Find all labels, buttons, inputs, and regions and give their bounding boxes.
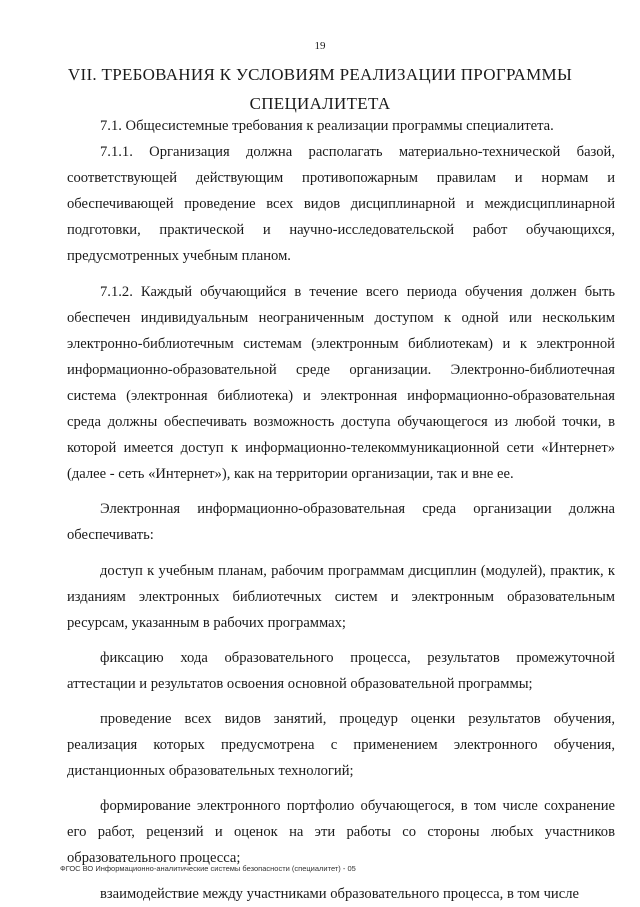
paragraph-access: доступ к учебным планам, рабочим программам дисциплин (модулей), практик, к изданиям электронных библиотечных систем и электронным образовательным ресурсам, указанным в рабочих программах; <box>67 562 615 631</box>
paragraph-7-1-1: 7.1.1. Организация должна располагать материально-технической базой, соответствующей действующим противопожарным правилам и нормам и обеспечивающей проведение всех видов дисциплинарной и междисциплинарной подготовки, практической и научно-исследовательской работ обучающихся, предусмотренных учебным планом. <box>67 144 615 265</box>
paragraph-interaction: взаимодействие между участниками образовательного процесса, в том числе <box>100 885 579 902</box>
paragraph-classes: проведение всех видов занятий, процедур оценки результатов обучения, реализация которых предусмотрена с применением электронного обучения, дистанционных образовательных технологий; <box>67 710 615 780</box>
paragraph-fixation: фиксацию хода образовательного процесса, результатов промежуточной аттестации и результатов освоения основной образовательной программы; <box>67 649 615 692</box>
paragraph-eios-intro: Электронная информационно-образовательная среда организации должна обеспечивать: <box>67 501 615 544</box>
paragraph-7-1-2: 7.1.2. Каждый обучающийся в течение всего периода обучения должен быть обеспечен индивидуальным неограниченным доступом к одной или нескольким электронно-библиотечным системам (электронным библиотекам) и к электронной информационно-образовательной среде организации. Электронно-библиотечная система (электронная библиотека) и электронная информационно-образовательная среда должны обеспечивать возможность доступа обучающегося из любой точки, в которой имеется доступ к информационно-телекоммуникационной сети «Интернет» (далее - сеть «Интернет»), как на территории организации, так и вне ее. <box>67 283 615 483</box>
page-number: 19 <box>314 40 326 52</box>
footer: ФГОС ВО Информационно-аналитические системы безопасности (специалитет) - 05 <box>60 864 356 873</box>
paragraph-portfolio: формирование электронного портфолио обучающегося, в том числе сохранение его работ, рецензий и оценок на эти работы со стороны любых участников образовательного процесса; <box>67 798 615 867</box>
paragraph-7-1: 7.1. Общесистемные требования к реализации программы специалитета. <box>100 118 554 134</box>
section-title: VII. ТРЕБОВАНИЯ К УСЛОВИЯМ РЕАЛИЗАЦИИ ПРОГРАММЫ СПЕЦИАЛИТЕТА <box>67 65 573 113</box>
document-body <box>67 113 615 907</box>
